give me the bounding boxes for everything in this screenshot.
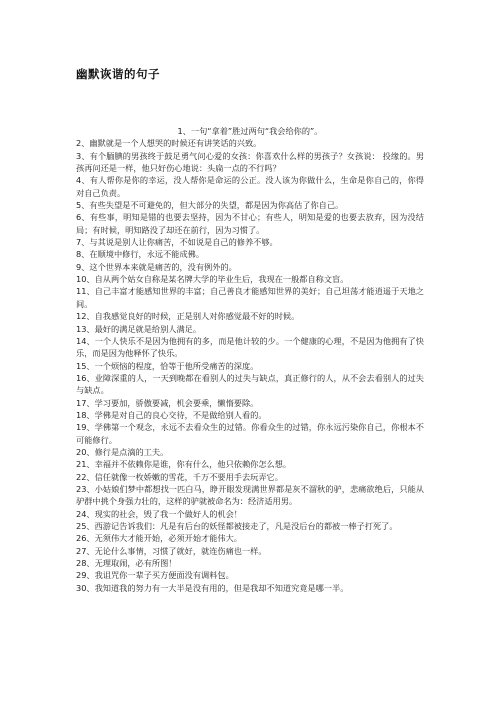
- paragraph-24: 24、现实的社会，毁了我一个做好人的机会！: [76, 508, 242, 519]
- paragraph-18: 18、学佛是对自己的良心交待，不是做给别人看的。: [76, 409, 267, 420]
- paragraph-7: 7、与其说是别人让你痛苦，不如说是自己的修养不够。: [76, 237, 278, 248]
- paragraph-11: 11、自己丰富才能感知世界的丰富；自己善良才能感知世界的美好；自己坦荡才能逍遥于天地之间。: [76, 286, 424, 309]
- paragraph-19: 19、学佛第一个观念，永远不去看众生的过错。你看众生的过错，你永远污染你自己，你根本不可能修行。: [76, 422, 424, 445]
- paragraph-30: 30、我知道我的努力有一大半是没有用的，但是我却不知道究竟是哪一半。: [76, 582, 349, 593]
- paragraph-15: 15、一个烦恼的程度，恰等于他所受痛苦的深度。: [76, 360, 259, 371]
- paragraph-9: 9、这个世界本来就是痛苦的，没有例外的。: [76, 261, 237, 272]
- paragraph-16: 16、业障深重的人，一天到晚都在看别人的过失与缺点，真正修行的人，从不会去看别人的过失与缺点。: [76, 372, 424, 396]
- paragraph-21: 21、幸福并不依赖你是谁，你有什么，他只依赖你怎么想。: [76, 459, 292, 470]
- paragraph-3: 3、有个腼腆的男孩终于鼓足勇气问心爱的女孩：你喜欢什么样的男孩子？女孩说： 投缘的。男孩再问还是一样，他只好伤心地说：头扁一点的不行吗？: [76, 150, 424, 174]
- paragraph-26: 26、无须伟大才能开始，必须开始才能伟大。: [76, 533, 242, 544]
- paragraph-8: 8、在顺境中修行，永远不能成佛。: [76, 249, 205, 260]
- paragraph-20: 20、修行是点滴的工夫。: [76, 446, 169, 457]
- paragraph-14: 14、一个人快乐不是因为他拥有的多，而是他计较的少。一个健康的心理，不是因为他拥有了快乐，而是因为他释怀了快乐。: [76, 335, 424, 359]
- paragraph-29: 29、我诅咒你一辈子买方便面没有调料包。: [76, 570, 234, 581]
- paragraph-10: 10、自从两个姑女自称是某名牌大学的毕业生后，我现在一般都自称文盲。: [76, 274, 349, 285]
- paragraph-1: 1、一句“拿着”胜过两句“我会给你的”。: [177, 126, 323, 136]
- paragraph-12: 12、自我感觉良好的时候，正是别人对你感觉最不好的时候。: [76, 311, 300, 322]
- paragraph-4: 4、有人帮你是你的幸运，没人帮你是命运的公正。没人该为你做什么，生命是你自己的，你得对自己负责。: [76, 175, 424, 198]
- paragraph-17: 17、学习要加，骄傲要减，机会要乘，懒惰要除。: [76, 397, 259, 408]
- paragraph-5: 5、有些失望是不可避免的，但大部分的失望，都是因为你高估了你自己。: [76, 200, 344, 211]
- paragraph-27: 27、无论什么事情，习惯了就好，就连伤痛也一样。: [76, 545, 267, 556]
- paragraph-28: 28、无理取闹，必有所图！: [76, 558, 177, 569]
- document-body: [76, 125, 424, 594]
- paragraph-2: 2、幽默就是一个人想哭的时候还有讲笑话的兴致。: [76, 138, 262, 149]
- paragraph-25: 25、西游记告诉我们：凡是有后台的妖怪都被接走了，凡是没后台的都被一棒子打死了。: [76, 521, 398, 531]
- paragraph-23: 23、小姑娘们梦中都想找一匹白马，睁开眼发现满世界都是灰不溜秋的驴，悲痛欲绝后，只能从驴群中挑个身强力壮的，这样的驴就被命名为：经济适用男。: [76, 483, 424, 507]
- paragraph-22: 22、信任就像一枚娇嫩的雪花，千万不要用手去玩弄它。: [76, 471, 283, 482]
- paragraph-13: 13、最好的满足就是给别人满足。: [76, 323, 202, 334]
- paragraph-6: 6、有些事，明知是错的也要去坚持，因为不甘心；有些人，明知是爱的也要去放弃，因为没结局；有时候，明知路没了却还在前行，因为习惯了。: [76, 212, 424, 235]
- document-title: 幽默诙谐的句子: [76, 67, 160, 81]
